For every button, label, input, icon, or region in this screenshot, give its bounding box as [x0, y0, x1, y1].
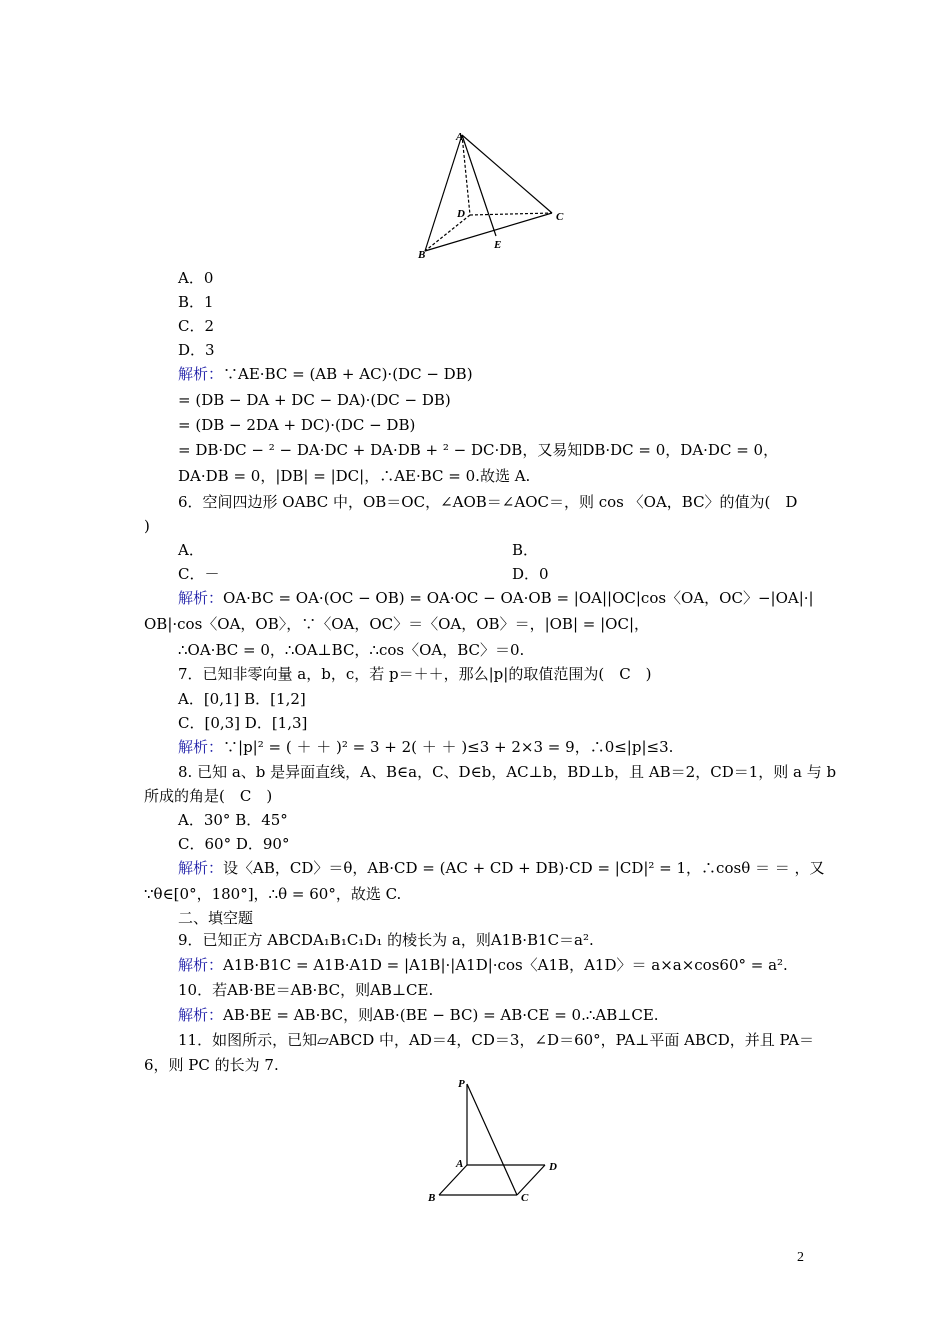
text-line — [178, 540, 204, 560]
text-line — [178, 340, 215, 360]
text-line — [178, 292, 214, 312]
text-line — [178, 737, 673, 757]
line-text: B．1 — [178, 293, 214, 311]
text-line — [178, 466, 530, 486]
text-line — [178, 908, 253, 928]
line-text: 二、填空题 — [178, 909, 254, 927]
text-line — [178, 955, 788, 975]
text-line — [178, 689, 306, 709]
text-line — [178, 810, 288, 830]
text-line — [178, 713, 307, 733]
line-text: A． — [178, 541, 204, 559]
solution-label: 解析： — [178, 859, 224, 877]
tetrahedron-figure — [410, 125, 580, 265]
text-line — [178, 930, 594, 950]
line-text: OA·BC = OA·(OC − OB) = OA·OC − OA·OB = |OA||OC|cos〈OA，OC〉−|OA|·| — [223, 589, 814, 607]
text-line — [178, 415, 415, 435]
page-number: 2 — [797, 1250, 804, 1265]
vertex-label: A — [456, 131, 464, 143]
line-text: 6，则 PC 的长为 7. — [144, 1056, 279, 1074]
line-text: AB·BE = AB·BC，则AB·(BE − BC) = AB·CE = 0.∴AB⊥CE. — [223, 1006, 659, 1024]
line-text: A1B·B1C = A1B·A1D = |A1B|·|A1D|·cos〈A1B，A1D〉＝ a×a×cos60° = a². — [223, 956, 788, 974]
vertex-label: C — [521, 1192, 529, 1204]
line-text: = DB·DC − ² − DA·DC + DA·DB + ² − DC·DB，又易知DB·DC = 0，DA·DC = 0， — [178, 441, 779, 459]
text-line — [178, 858, 825, 878]
line-text: 10．若AB·BE＝AB·BC，则AB⊥CE. — [178, 981, 434, 999]
text-line — [512, 564, 549, 584]
solution-label: 解析： — [178, 738, 224, 756]
solution-label: 解析： — [178, 956, 224, 974]
line-text: B． — [512, 541, 539, 559]
line-text: ∵θ∈[0°，180°]，∴θ = 60°，故选 C. — [144, 885, 402, 903]
line-text: D．0 — [512, 565, 549, 583]
line-text: C．60° D．90° — [178, 835, 290, 853]
text-line — [178, 316, 214, 336]
line-text: 9．已知正方 ABCDA₁B₁C₁D₁ 的棱长为 a，则A1B·B1C＝a². — [178, 931, 594, 949]
solution-label: 解析： — [178, 365, 224, 383]
text-line — [144, 516, 150, 536]
text-line — [178, 492, 797, 512]
vertex-label: E — [494, 239, 502, 251]
line-text: ∵AE·BC = (AB + AC)·(DC − DB) — [223, 365, 473, 383]
line-text: ∴OA·BC = 0，∴OA⊥BC，∴cos〈OA，BC〉＝0. — [178, 641, 525, 659]
text-line — [178, 640, 524, 660]
line-text: = (DB − DA + DC − DA)·(DC − DB) — [178, 391, 451, 409]
text-line — [178, 762, 836, 782]
vertex-label: A — [456, 1158, 464, 1170]
line-text: = (DB − 2DA + DC)·(DC − DB) — [178, 416, 416, 434]
line-text: 8. 已知 a、b 是异面直线，A、B∈a，C、D∈b，AC⊥b，BD⊥b，且 AB＝2，CD＝1，则 a 与 b — [178, 763, 837, 781]
text-line — [178, 440, 778, 460]
line-text: DA·DB = 0，|DB| = |DC|，∴AE·BC = 0.故选 A. — [178, 467, 531, 485]
text-line — [144, 786, 272, 806]
solution-label: 解析： — [178, 1006, 224, 1024]
vertex-label: C — [556, 211, 564, 223]
line-text: 所成的角是( C ) — [144, 787, 273, 805]
text-line — [178, 564, 219, 584]
line-text: A．[0,1] B．[1,2] — [178, 690, 306, 708]
text-line — [512, 540, 538, 560]
parallelogram-pyramid-figure — [420, 1070, 570, 1210]
line-text: C．2 — [178, 317, 215, 335]
line-text: 6．空间四边形 OABC 中，OB＝OC，∠AOB＝∠AOC＝，则 cos 〈OA，BC〉的值为( D — [178, 493, 798, 511]
line-text: C．－ — [178, 565, 220, 583]
text-line — [178, 268, 213, 288]
text-line — [144, 1055, 279, 1075]
vertex-label: B — [428, 1192, 436, 1204]
text-line — [178, 364, 473, 384]
text-line — [178, 1030, 814, 1050]
line-text: C．[0,3] D．[1,3] — [178, 714, 308, 732]
vertex-label: D — [457, 208, 465, 220]
line-text: A．30° B．45° — [178, 811, 288, 829]
text-line — [178, 834, 289, 854]
line-text: 7．已知非零向量 a，b，c，若 p＝＋＋，那么|p|的取值范围为( C ) — [178, 665, 652, 683]
text-line — [178, 1005, 659, 1025]
text-line — [178, 980, 433, 1000]
line-text: ∵|p|² = ( ＋ ＋ )² = 3 + 2( ＋ ＋ )≤3 + 2×3 = 9，∴0≤|p|≤3. — [223, 738, 674, 756]
line-text: 11．如图所示，已知▱ABCD 中，AD＝4，CD＝3，∠D＝60°，PA⊥平面 ABCD，并且 PA＝ — [178, 1031, 815, 1049]
line-text: OB|·cos〈OA，OB〉，∵〈OA，OC〉＝〈OA，OB〉＝，|OB| = |OC|， — [144, 615, 649, 633]
vertex-label: P — [458, 1078, 465, 1090]
text-line — [178, 588, 814, 608]
line-text: D．3 — [178, 341, 215, 359]
vertex-label: B — [418, 249, 426, 261]
text-line — [144, 884, 401, 904]
text-line — [178, 390, 451, 410]
text-line — [144, 614, 649, 634]
vertex-label: D — [549, 1161, 557, 1173]
text-line — [178, 664, 652, 684]
line-text: 设〈AB，CD〉＝θ，AB·CD = (AC + CD + DB)·CD = |CD|² = 1，∴cosθ ＝ ＝ ，又 — [223, 859, 825, 877]
solution-label: 解析： — [178, 589, 224, 607]
line-text: A．0 — [178, 269, 214, 287]
line-text: ) — [144, 517, 150, 535]
